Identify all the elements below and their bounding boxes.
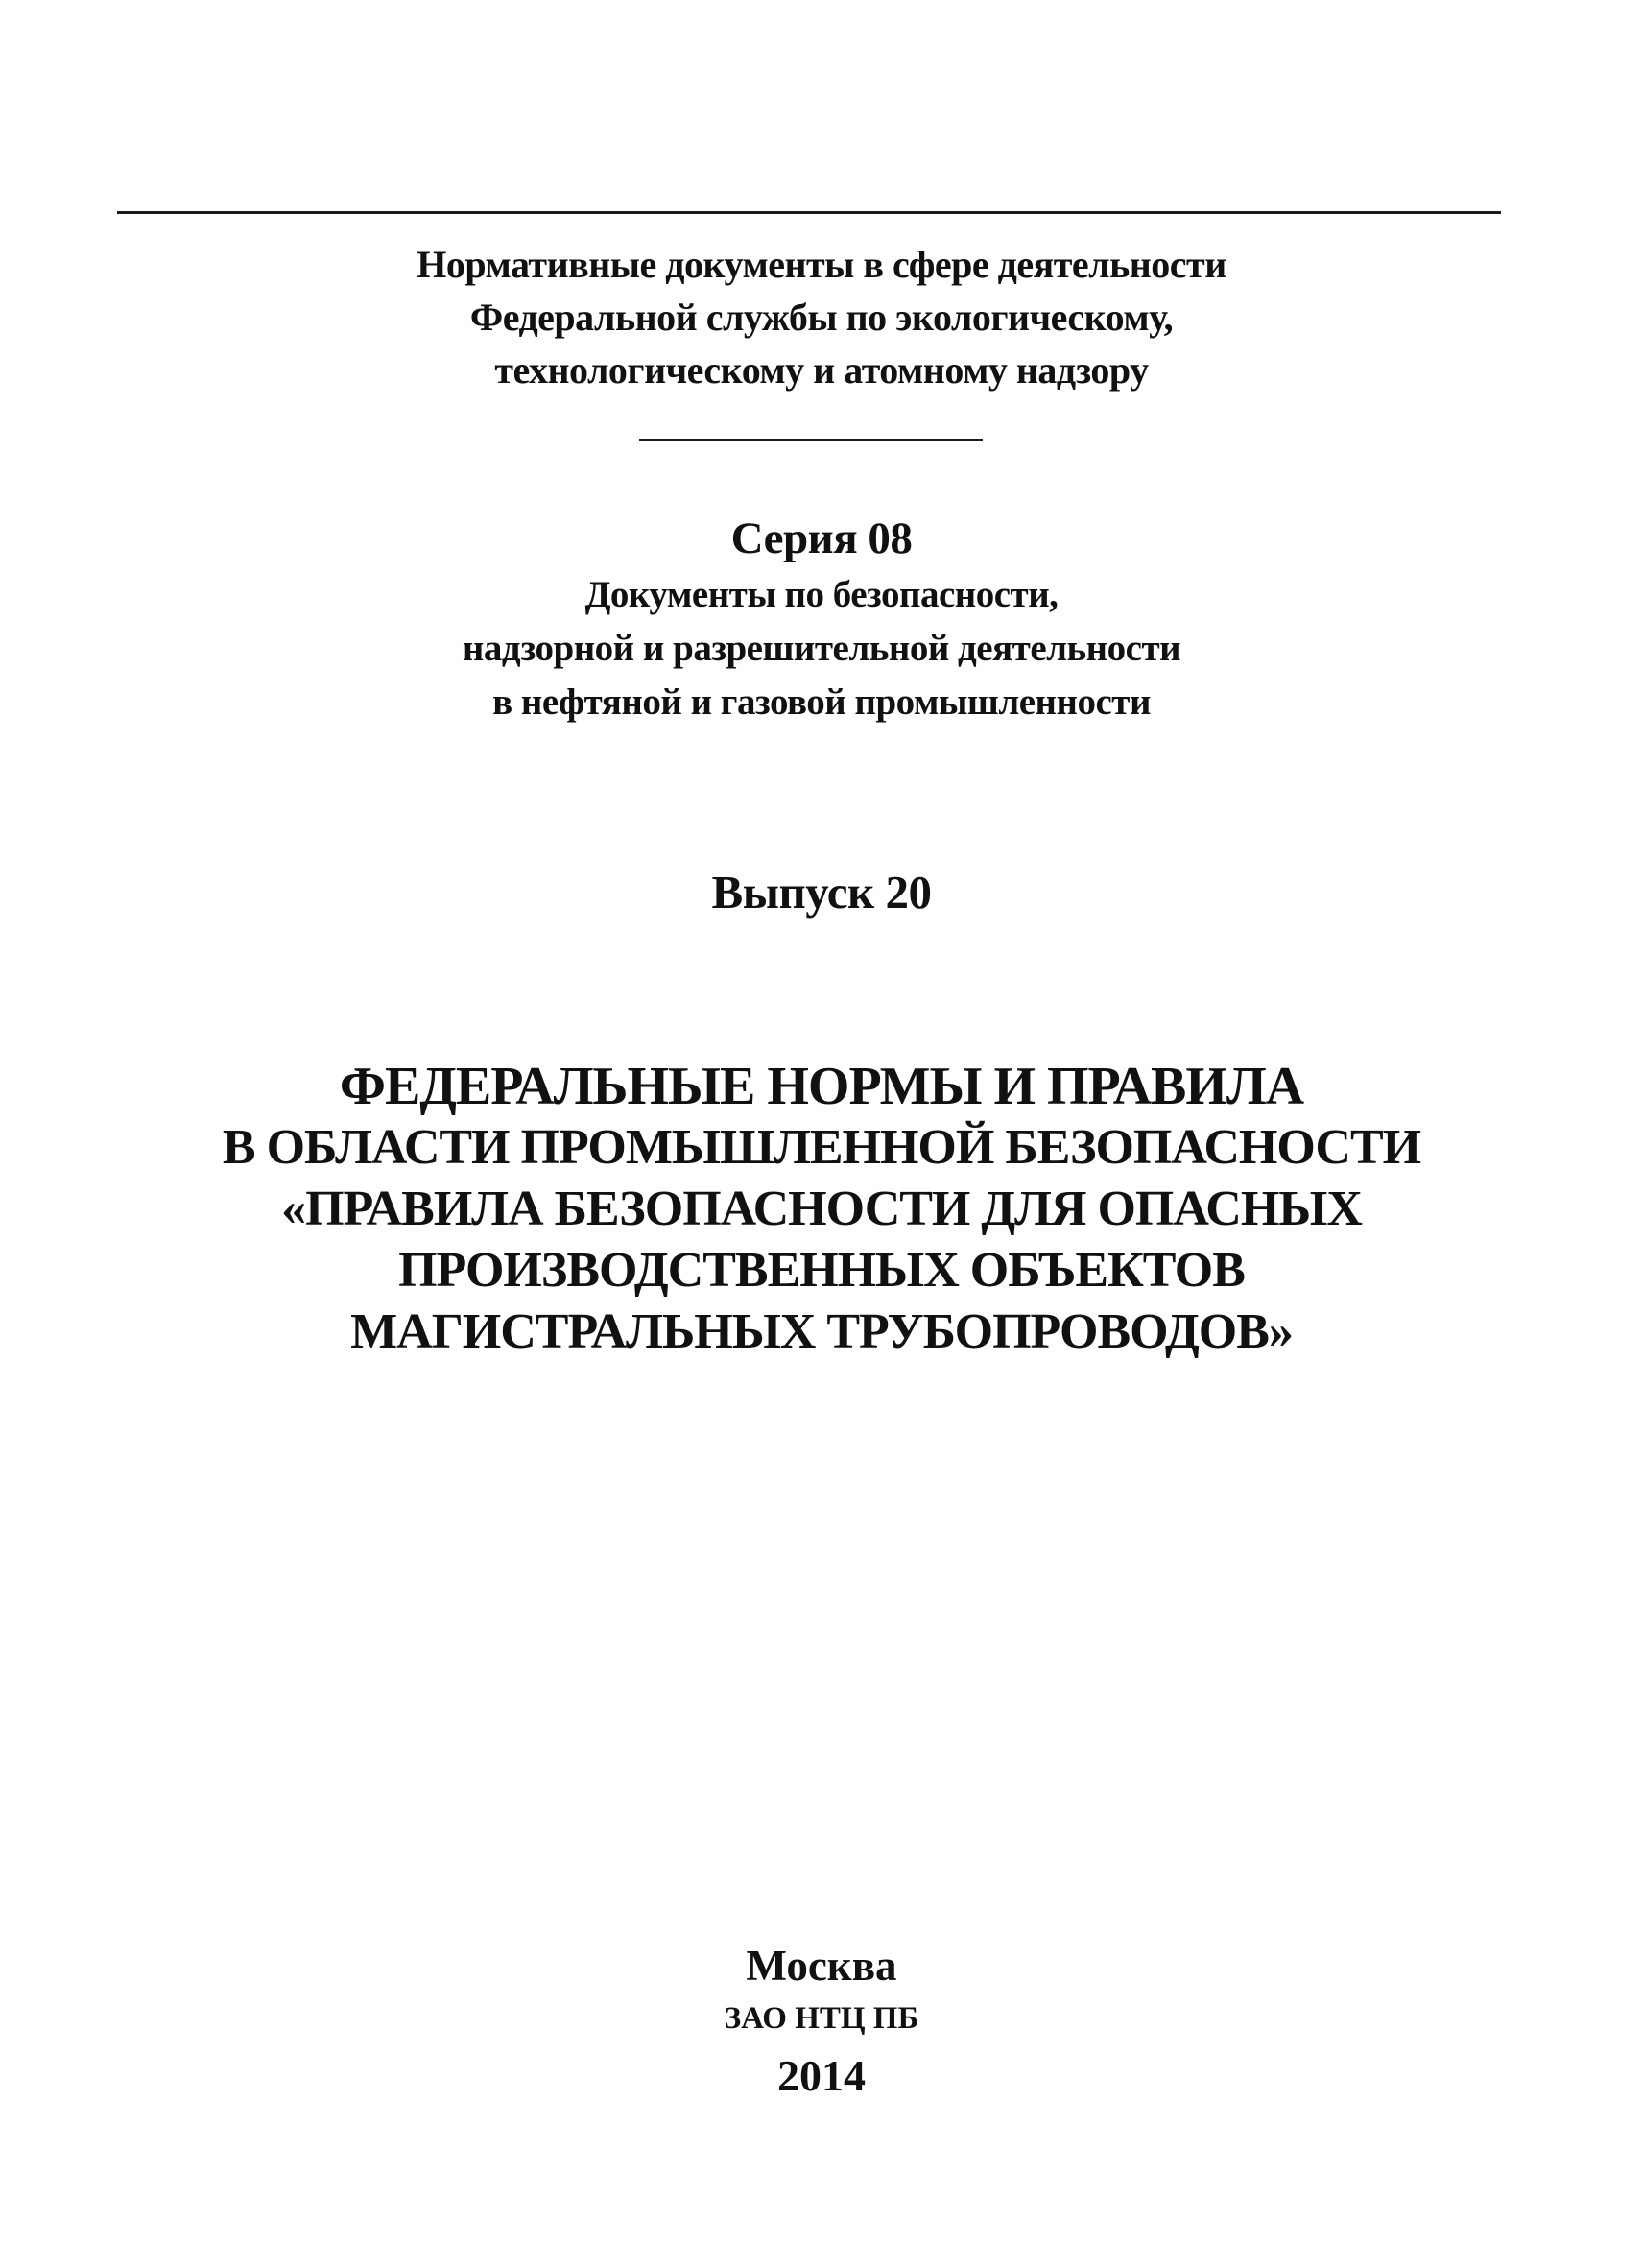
header-divider xyxy=(639,439,983,441)
document-title xyxy=(0,1056,1643,1363)
series-title: Серия 08 xyxy=(730,513,913,563)
top-divider xyxy=(117,211,1501,214)
document-title-line: ФЕДЕРАЛЬНЫЕ НОРМЫ И ПРАВИЛА xyxy=(339,1057,1304,1116)
header-line: Федеральной службы по экологическому, xyxy=(469,296,1174,339)
header-line: Нормативные документы в сфере деятельности xyxy=(417,243,1226,286)
imprint xyxy=(0,1937,1643,2110)
issue-number: Выпуск 20 xyxy=(711,866,932,919)
document-title-line: ПРОИЗВОДСТВЕННЫХ ОБЪЕКТОВ xyxy=(398,1243,1245,1298)
imprint-city: Москва xyxy=(746,1942,897,1990)
series-description-line: надзорной и разрешительной деятельности xyxy=(462,628,1181,669)
header-line: технологическому и атомному надзору xyxy=(494,348,1149,392)
imprint-publisher: ЗАО НТЦ ПБ xyxy=(724,2001,919,2036)
document-title-line: В ОБЛАСТИ ПРОМЫШЛЕННОЙ БЕЗОПАСНОСТИ xyxy=(222,1120,1421,1175)
series-description-line: Документы по безопасности, xyxy=(584,574,1059,615)
document-title-line: «ПРАВИЛА БЕЗОПАСНОСТИ ДЛЯ ОПАСНЫХ xyxy=(281,1182,1362,1236)
document-title-line: МАГИСТРАЛЬНЫХ ТРУБОПРОВОДОВ» xyxy=(350,1304,1293,1359)
imprint-year: 2014 xyxy=(777,2051,866,2100)
regulatory-header xyxy=(0,238,1643,396)
series-description-line: в нефтяной и газовой промышленности xyxy=(492,681,1151,723)
series-block xyxy=(0,509,1643,729)
